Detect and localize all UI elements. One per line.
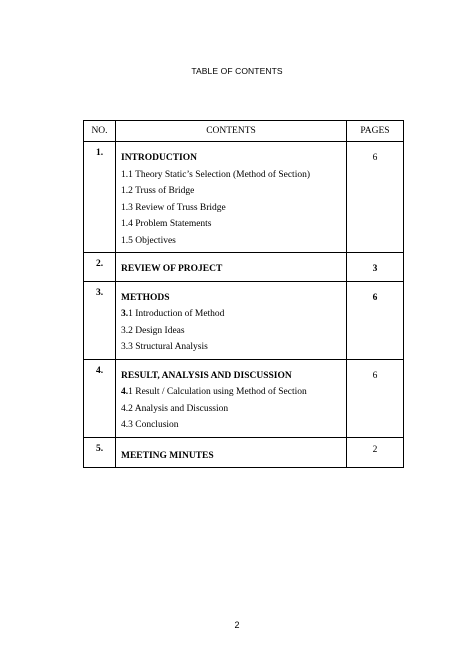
section-page: 6 xyxy=(372,153,378,163)
section-contents xyxy=(116,281,347,359)
subsection-item: 3.3 Structural Analysis xyxy=(121,342,208,352)
header-pages: PAGES xyxy=(347,121,404,142)
header-contents: CONTENTS xyxy=(116,121,347,142)
section-title: METHODS xyxy=(121,292,170,303)
toc-row-4 xyxy=(84,359,404,437)
section-contents xyxy=(116,437,347,468)
subsection-item: 1.1 Theory Static’s Selection (Method of Section) xyxy=(121,169,310,180)
section-number: 3. xyxy=(84,281,116,359)
subsection-item xyxy=(121,384,346,401)
subsection-item: 1.5 Objectives xyxy=(121,235,176,246)
section-title: INTRODUCTION xyxy=(121,153,198,163)
subsection-item: 1.3 Review of Truss Bridge xyxy=(121,202,226,213)
subsection-item: 3.2 Design Ideas xyxy=(121,325,185,336)
section-page-cell xyxy=(347,281,404,359)
toc-row-1 xyxy=(84,142,404,253)
section-number: 2. xyxy=(84,253,116,282)
page-number: 2 xyxy=(234,620,240,630)
section-page: 3 xyxy=(372,264,378,274)
subsection-item xyxy=(121,306,346,323)
subsection-text: 1 Result / Calculation using Method of Section xyxy=(128,387,307,397)
section-page-cell xyxy=(347,142,404,253)
toc-header-row xyxy=(84,121,404,142)
toc-row-5 xyxy=(84,437,404,468)
section-contents xyxy=(116,253,347,282)
section-number: 1. xyxy=(84,142,116,253)
section-number: 5. xyxy=(84,437,116,468)
subsection-item: 4.2 Analysis and Discussion xyxy=(121,403,229,414)
section-number: 4. xyxy=(84,359,116,437)
subsection-item: 1.4 Problem Statements xyxy=(121,219,212,229)
section-title: REVIEW OF PROJECT xyxy=(121,264,223,274)
header-no: NO. xyxy=(84,121,116,142)
subsection-prefix: 3. xyxy=(121,309,129,319)
section-page-cell xyxy=(347,359,404,437)
section-page: 6 xyxy=(372,370,378,381)
section-contents xyxy=(116,142,347,253)
toc-row-3 xyxy=(84,281,404,359)
page-title: TABLE OF CONTENTS xyxy=(191,66,283,76)
section-contents xyxy=(116,359,347,437)
subsection-item: 4.3 Conclusion xyxy=(121,420,179,430)
toc-row-2 xyxy=(84,253,404,282)
subsection-item: 1.2 Truss of Bridge xyxy=(121,186,195,196)
section-title: RESULT, ANALYSIS AND DISCUSSION xyxy=(121,370,292,381)
section-page-cell xyxy=(347,253,404,282)
section-title: MEETING MINUTES xyxy=(121,450,214,461)
section-page-cell xyxy=(347,437,404,468)
subsection-prefix: 4. xyxy=(121,387,129,397)
subsection-text: 1 Introduction of Method xyxy=(128,309,225,319)
section-page: 2 xyxy=(372,444,378,455)
toc-table xyxy=(83,120,404,468)
section-page: 6 xyxy=(372,292,378,303)
